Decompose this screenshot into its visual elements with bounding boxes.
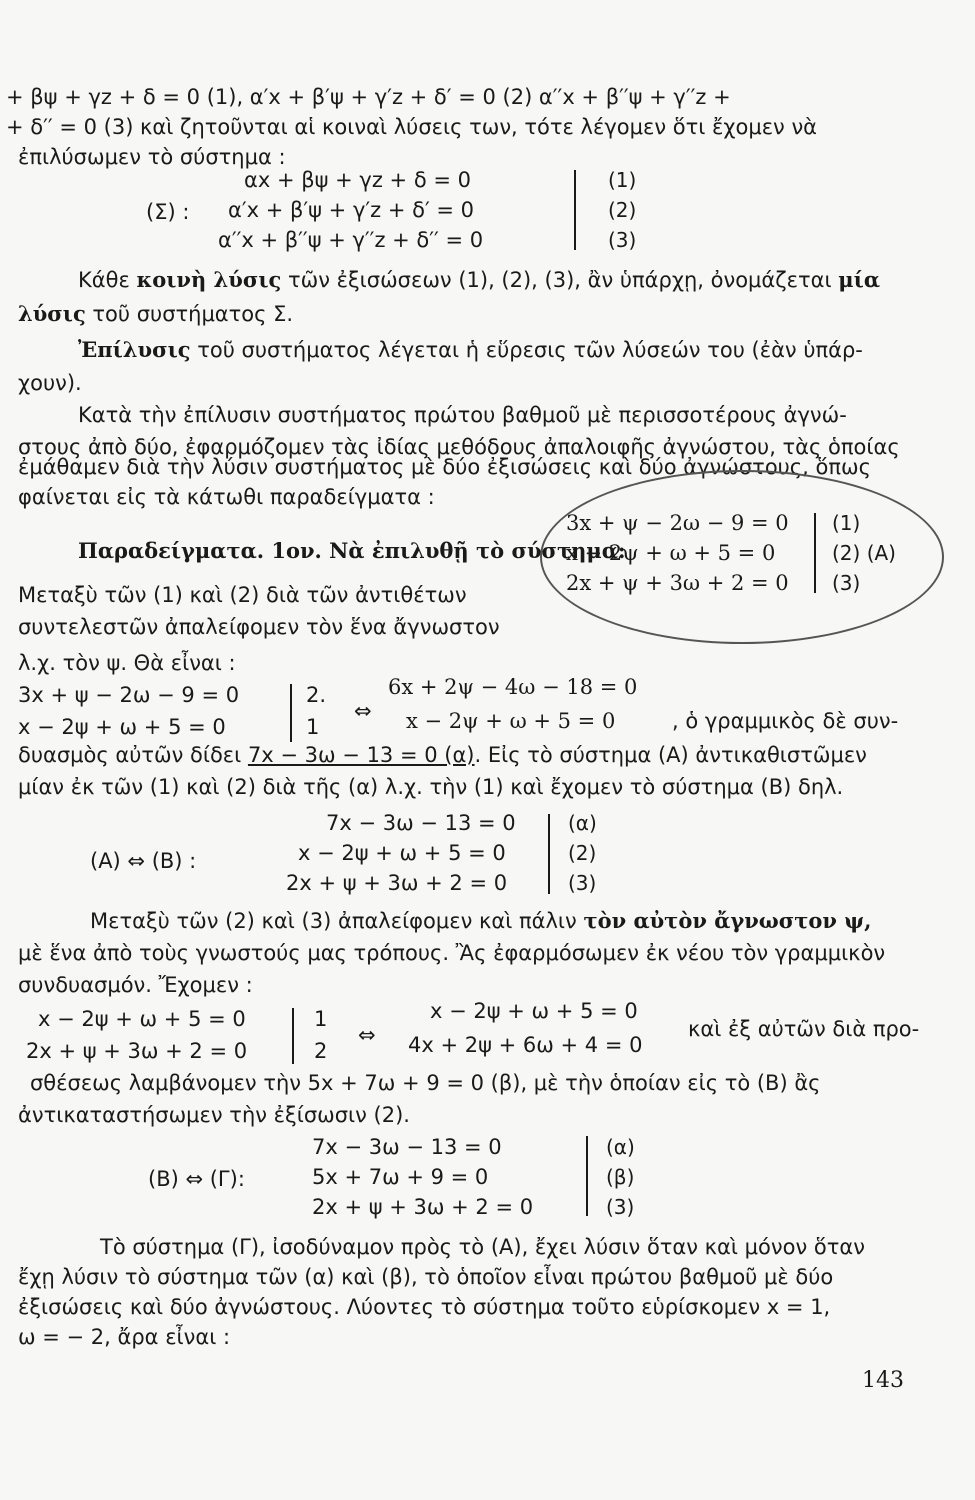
eq-number: (2) [568,841,597,865]
equation: 5x + 7ω + 9 = 0 [312,1165,489,1189]
text-line: + βψ + γz + δ = 0 (1), α′x + β′ψ + γ′z + δ′ = 0 (2) α′′x + β′′ψ + γ′′z + [6,85,731,109]
page-number: 143 [862,1368,904,1393]
eq-number: (2) (A) [832,541,896,565]
text-line: μὲ ἕνα ἀπὸ τοὺς γνωστούς μας τρόπους. Ἂς ἐφαρμόσωμεν ἐκ νέου τὸν γραμμικὸν [18,941,886,965]
equation: x − 2ψ + ω + 5 = 0 [18,715,226,739]
text-line: ἔχῃ λύσιν τὸ σύστημα τῶν (α) καὶ (β), τὸ ὁποῖον εἶναι πρώτου βαθμοῦ μὲ δύο [18,1265,834,1289]
divider [292,1008,294,1064]
text-line: λ.χ. τὸν ψ. Θὰ εἶναι : [18,651,236,675]
eq-number: (3) [568,871,597,895]
equation: αx + βψ + γz + δ = 0 [244,168,471,192]
text-line: ἐπιλύσωμεν τὸ σύστημα : [18,145,286,169]
divider [290,684,292,742]
eq-number: (β) [606,1165,635,1189]
text-line: Μεταξὺ τῶν (1) καὶ (2) διὰ τῶν ἀντιθέτων [18,583,467,607]
text-line: Ἐπίλυσις τοῦ συστήματος λέγεται ἡ εὕρεσις τῶν λύσεών του (ἐὰν ὑπάρ- [78,337,863,362]
equation: x − 2ψ + ω + 5 = 0 [406,709,616,733]
text-line: φαίνεται εἰς τὰ κάτωθι παραδείγματα : [18,485,435,509]
text-fragment: , ὁ γραμμικὸς δὲ συν- [672,709,899,733]
multiplier: 2. [306,683,327,707]
equation: 4x + 2ψ + 6ω + 4 = 0 [408,1033,643,1057]
text-line: Κατὰ τὴν ἐπίλυσιν συστήματος πρώτου βαθμοῦ μὲ περισσοτέρους ἀγνώ- [78,403,847,427]
brace [574,170,576,250]
text-line: στους ἀπὸ δύο, ἐφαρμόζομεν τὰς ἰδίας μεθόδους ἀπαλοιφῆς ἀγνώστου, τὰς ὁποίας [18,435,900,459]
equation: 7x − 3ω − 13 = 0 [312,1135,502,1159]
brace [586,1136,588,1216]
equation: 2x + ψ + 3ω + 2 = 0 [286,871,508,895]
equation: 3x + ψ − 2ω − 9 = 0 [18,683,240,707]
equation: 2x + ψ + 3ω + 2 = 0 [566,571,789,595]
eq-number: (α) [568,811,597,835]
text-line: Τὸ σύστημα (Γ), ἰσοδύναμον πρὸς τὸ (A), ἔχει λύσιν ὅταν καὶ μόνον ὅταν [100,1235,865,1259]
text-line: δυασμὸς αὐτῶν δίδει 7x − 3ω − 13 = 0 (α). Εἰς τὸ σύστημα (A) ἀντικαθιστῶμεν [18,743,867,767]
equation: 2x + ψ + 3ω + 2 = 0 [312,1195,534,1219]
equation: α′x + β′ψ + γ′z + δ′ = 0 [228,198,475,222]
system-b-label: (A) ⇔ (B) : [90,849,197,873]
text-line: σθέσεως λαμβάνομεν τὴν 5x + 7ω + 9 = 0 (β), μὲ τὴν ὁποίαν εἰς τὸ (B) ἂς [30,1071,821,1095]
text-line: συντελεστῶν ἀπαλείφομεν τὸν ἕνα ἄγνωστον [18,615,500,639]
text-line: χουν). [18,371,82,395]
equivalence-arrow: ⇔ [358,1023,376,1047]
system-sigma-label: (Σ) : [146,200,190,224]
text-fragment: καὶ ἐξ αὐτῶν διὰ προ- [688,1017,920,1041]
eq-number: (3) [606,1195,635,1219]
equation: 7x − 3ω − 13 = 0 [326,811,516,835]
eq-number: (2) [608,198,637,222]
text-line: ἐξισώσεις καὶ δύο ἀγνώστους. Λύοντες τὸ σύστημα τοῦτο εὑρίσκομεν x = 1, [18,1295,831,1319]
brace [548,814,550,894]
eq-number: (3) [832,571,861,595]
text-line: μίαν ἐκ τῶν (1) καὶ (2) διὰ τῆς (α) λ.χ. τὴν (1) καὶ ἔχομεν τὸ σύστημα (B) δηλ. [18,775,844,799]
eq-number: (3) [608,228,637,252]
equation: 6x + 2ψ − 4ω − 18 = 0 [388,675,638,699]
eq-number: (1) [832,511,861,535]
equation: x − 2ψ + ω + 5 = 0 [298,841,506,865]
equation: 2x + ψ + 3ω + 2 = 0 [26,1039,248,1063]
equation: 3x + ψ − 2ω − 9 = 0 [566,511,789,535]
eq-number: (α) [606,1135,635,1159]
multiplier: 2 [314,1039,328,1063]
equation: x − 2ψ + ω + 5 = 0 [38,1007,246,1031]
text-line: συνδυασμόν. Ἔχομεν : [18,973,253,997]
text-line: Κάθε κοινὴ λύσις τῶν ἐξισώσεων (1), (2), (3), ἂν ὑπάρχῃ, ὀνομάζεται μία [78,267,880,292]
eq-number: (1) [608,168,637,192]
text-line: Μεταξὺ τῶν (2) καὶ (3) ἀπαλείφομεν καὶ πάλιν τὸν αὐτὸν ἄγνωστον ψ, [90,908,872,933]
equation: α′′x + β′′ψ + γ′′z + δ′′ = 0 [218,228,484,252]
text-line: ω = − 2, ἄρα εἶναι : [18,1325,231,1349]
equation: x − 2ψ + ω + 5 = 0 [566,541,776,565]
text-line: ἐμάθαμεν διὰ τὴν λύσιν συστήματος μὲ δύο ἐξισώσεις καὶ δύο ἀγνώστους, ὅπως [18,455,871,479]
equation: x − 2ψ + ω + 5 = 0 [430,999,638,1023]
text-line: + δ′′ = 0 (3) καὶ ζητοῦνται αἱ κοιναὶ λύσεις των, τότε λέγομεν ὅτι ἔχομεν νὰ [6,115,818,139]
multiplier: 1 [314,1007,328,1031]
text-line: ἀντικαταστήσωμεν τὴν ἐξίσωσιν (2). [18,1103,410,1127]
system-gamma-label: (B) ⇔ (Γ): [148,1167,245,1191]
text-line: λύσις τοῦ συστήματος Σ. [18,301,294,326]
equivalence-arrow: ⇔ [354,699,372,723]
example-heading: Παραδείγματα. 1ον. Νὰ ἐπιλυθῇ τὸ σύστημα: [78,538,626,563]
multiplier: 1 [306,715,320,739]
